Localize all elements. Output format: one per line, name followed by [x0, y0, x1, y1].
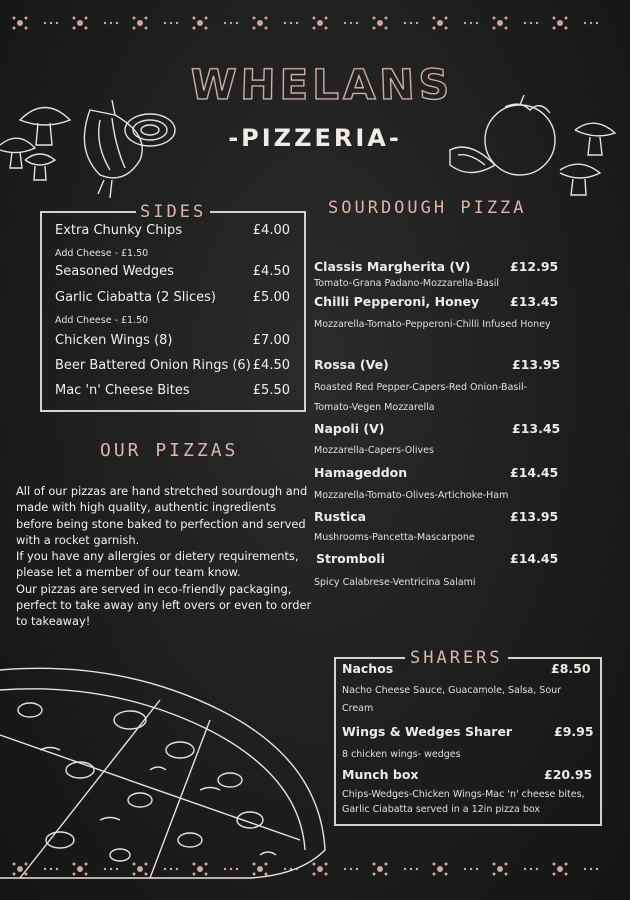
sharer-price: £8.50	[551, 661, 591, 676]
pizza-desc: Spicy Calabrese-Ventricina Salami	[314, 577, 476, 588]
sharer-name: Wings & Wedges Sharer	[342, 724, 513, 739]
pizza-name: Rossa (Ve)	[314, 357, 389, 372]
pizza-name: Classis Margherita (V)	[314, 259, 471, 274]
sharer-price: £9.95	[554, 724, 594, 739]
sharer-name: Nachos	[342, 661, 394, 676]
brand-name: WHELANS	[188, 60, 455, 110]
pizza-desc: Mozzarella-Capers-Olives	[314, 445, 434, 456]
side-item	[55, 223, 290, 238]
side-note: Add Cheese - £1.50	[55, 248, 149, 259]
side-item-price: £4.50	[252, 264, 290, 279]
side-item	[55, 358, 290, 373]
side-item-name: Garlic Ciabatta (2 Slices)	[55, 290, 216, 305]
our-pizzas-intro	[16, 483, 316, 630]
pizza-name: Stromboli	[316, 551, 385, 566]
tomato-mushroom-illustration	[440, 95, 630, 205]
pizza-price: £13.45	[512, 421, 561, 436]
pizza-illustration	[0, 640, 335, 880]
pizza-name: Chilli Pepperoni, Honey	[314, 294, 480, 309]
sharer-name: Munch box	[342, 767, 419, 782]
pizza-price: £14.45	[510, 551, 559, 566]
side-item-price: £5.50	[252, 383, 290, 398]
side-item-price: £5.00	[252, 290, 290, 305]
pizza-desc: Mozzarella-Tomato-Olives-Artichoke-Ham	[314, 490, 509, 501]
side-item-name: Seasoned Wedges	[55, 264, 174, 279]
side-item	[55, 333, 290, 348]
side-item-price: £4.00	[252, 223, 290, 238]
pizza-desc: Roasted Red Pepper-Capers-Red Onion-Basil-Tomato-Vegen Mozzarella	[314, 382, 528, 413]
sharer-desc: Nacho Cheese Sauce, Guacamole, Salsa, Sour Cream	[342, 685, 562, 714]
pizza-price: £13.95	[510, 509, 559, 524]
pizza-desc: Tomato-Grana Padano-Mozzarella-Basil	[314, 278, 500, 289]
intro-paragraph: Our pizzas are served in eco-friendly packaging, perfect to take away any left overs or even to order to takeaway!	[16, 581, 312, 629]
side-item-name: Extra Chunky Chips	[55, 223, 183, 238]
side-item-name: Chicken Wings (8)	[55, 333, 173, 348]
pizza-name: Napoli (V)	[314, 421, 385, 436]
sharers-title: SHARERS	[405, 648, 508, 668]
pizza-price: £14.45	[510, 465, 559, 480]
side-item	[55, 290, 290, 305]
sharer-desc: 8 chicken wings- wedges	[342, 749, 461, 760]
pizza-desc: Mozzarella-Tomato-Pepperoni-Chilli Infused Honey	[314, 319, 551, 330]
side-note: Add Cheese - £1.50	[55, 315, 149, 326]
side-item-name: Mac 'n' Cheese Bites	[55, 383, 190, 398]
sides-box	[40, 211, 306, 412]
mushroom-onion-illustration	[0, 90, 180, 200]
brand-subtitle: -PIZZERIA-	[228, 124, 402, 152]
side-item	[55, 264, 290, 279]
pizza-price: £13.45	[510, 294, 559, 309]
sourdough-title: SOURDOUGH PIZZA	[328, 198, 527, 218]
sharer-desc: Chips-Wedges-Chicken Wings-Mac 'n' cheese bites, Garlic Ciabatta served in a 12in pizza box	[342, 789, 585, 815]
pizza-price: £13.95	[512, 357, 561, 372]
pizza-name: Hamageddon	[314, 465, 408, 480]
side-item-price: £4.50	[252, 358, 290, 373]
pizza-price: £12.95	[510, 259, 559, 274]
pizza-desc: Mushrooms-Pancetta-Mascarpone	[314, 532, 475, 543]
sides-title: SIDES	[136, 202, 210, 222]
side-item-name: Beer Battered Onion Rings (6)	[55, 358, 251, 373]
our-pizzas-title: OUR PIZZAS	[100, 440, 239, 461]
sharer-price: £20.95	[544, 767, 593, 782]
intro-paragraph: If you have any allergies or dietery requirements, please let a member of our team know.	[16, 549, 299, 580]
pizza-name: Rustica	[314, 509, 367, 524]
top-ornament-border	[0, 12, 630, 34]
intro-paragraph: All of our pizzas are hand stretched sourdough and made with high quality, authentic ingredients before being stone baked to perfection and served with a rocket garnish.	[16, 484, 308, 547]
side-item-price: £7.00	[252, 333, 290, 348]
side-item	[55, 383, 290, 398]
